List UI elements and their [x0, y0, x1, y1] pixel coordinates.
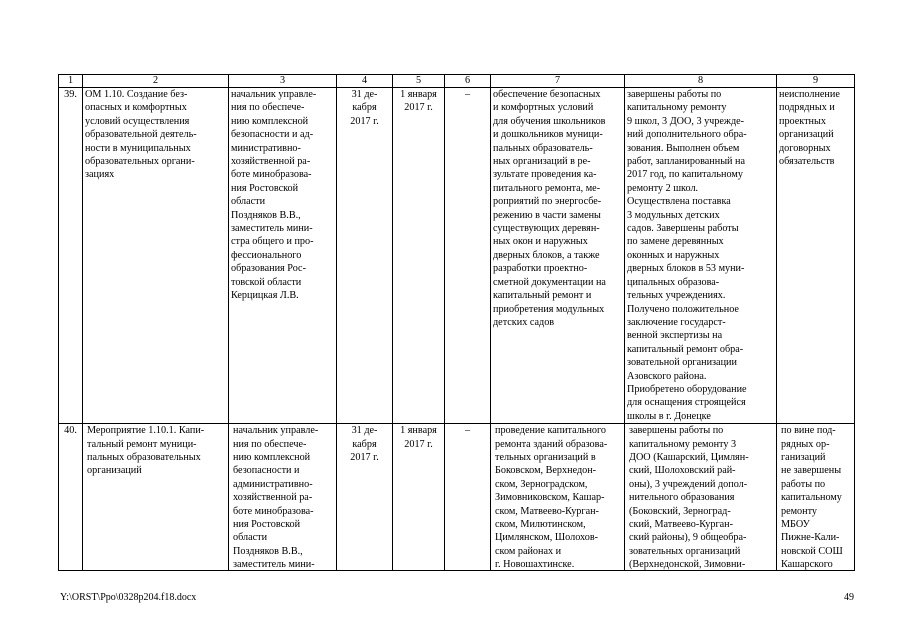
result-cell: проведение капитального ремонта зданий образова- тельных организаций в Боковском, Верхнедон- ском, Зерноградском, Зимовниковском, Кашар- ском, Матвеево-Курган- ском, Милютинском, Цимлянском, Шолохов- ском районах и г. Новошахтинске.: [495, 425, 608, 571]
report-table: [58, 74, 855, 571]
start-date-cell-wrap: [337, 424, 393, 571]
reasons-cell: по вине под- рядных ор- ганизаций не завершены работы по капитальному ремонту МБОУ Пижне-Кали- новской СОШ Кашарского: [781, 425, 843, 571]
measure-cell-wrap: [83, 424, 229, 571]
actual-result-cell: завершены работы по капитальному ремонту 9 школ, 3 ДОО, 3 учрежде- ний дополнительного обра- зования. Выполнен объем работ, запланированный на 2017 год, по капитальному ремонту 2 школ. Осуществлена поставка 3 модульных детских садов. Завершены работы по замене деревянных оконных и наружных дверных блоков в 53 муни- ципальных образова- тельных учреждениях. Получено положительное заключение государст- венной экспертизы на капитальный ремонт обра- зовательной организации Азовского района. Приобретено оборудование для оснащения строящейся школы в г. Донецке: [625, 88, 777, 424]
header-row: [59, 75, 855, 88]
header-cell-2: 2: [83, 75, 229, 88]
measure-cell: Мероприятие 1.10.1. Капи- тальный ремонт муници- пальных образовательных организаций: [87, 425, 205, 477]
end-date-cell-wrap: [393, 424, 445, 571]
col6-cell-wrap: [445, 424, 491, 571]
col6-cell: –: [445, 88, 491, 424]
row-number: 40.: [59, 424, 83, 571]
header-cell-1: 1: [59, 75, 83, 88]
end-date-cell: 1 января 2017 г.: [393, 88, 445, 424]
file-path: Y:\ORST\Ppo\0328p204.f18.docx: [60, 592, 197, 603]
header-cell-8: 8: [625, 75, 777, 88]
header-cell-3: 3: [229, 75, 337, 88]
responsible-cell: начальник управле- ния по обеспече- нию комплексной безопасности и административно- хозяйственной ра- боте минобразова- ния Ростовской области Поздняков В.В., заместитель мини-: [233, 425, 319, 571]
table-row: [59, 88, 855, 424]
end-date-cell: 1 января 2017 г.: [400, 425, 437, 450]
row-number: 39.: [59, 88, 83, 424]
page-number: 49: [844, 592, 854, 603]
responsible-cell-wrap: [229, 424, 337, 571]
result-cell-wrap: [491, 424, 625, 571]
header-cell-9: 9: [777, 75, 855, 88]
responsible-cell: начальник управле- ния по обеспече- нию комплексной безопасности и ад- министративно- хозяйственной ра- боте минобразова- ния Ростовской области Поздняков В.В., заместитель мини- стра общего и про- фессионального образования Рос- товской области Керцицкая Л.В.: [229, 88, 337, 424]
header-cell-7: 7: [491, 75, 625, 88]
col6-cell: –: [464, 425, 471, 437]
start-date-cell: 31 де- кабря 2017 г.: [350, 425, 379, 463]
header-cell-4: 4: [337, 75, 393, 88]
start-date-cell: 31 де- кабря 2017 г.: [337, 88, 393, 424]
result-cell: обеспечение безопасных и комфортных условий для обучения школьников и дошкольников муници- пальных образователь- ных организаций в ре- зультате проведения ка- питального ремонта, ме- роприятий по энергосбе- режению в части замены существующих деревян- ных окон и наружных дверных блоков, а также разработки проектно- сметной документации на капитальный ремонт и приобретения модульных детских садов: [491, 88, 625, 424]
header-cell-6: 6: [445, 75, 491, 88]
actual-result-cell: завершены работы по капитальному ремонту 3 ДОО (Кашарский, Цимлян- ский, Шолоховский рай- оны), 3 учреждений допол- нительного образования (Боковский, Зерноград- ский, Матвеево-Курган- ский районы), 9 общеобра- зовательных организаций (Верхнедонской, Зимовни-: [629, 425, 749, 571]
header-cell-5: 5: [393, 75, 445, 88]
actual-result-cell-wrap: [625, 424, 777, 571]
measure-cell: ОМ 1.10. Создание без- опасных и комфортных условий осуществления образовательной деятель- ности в муниципальных образовательных органи- зациях: [83, 88, 229, 424]
reasons-cell-wrap: [777, 424, 855, 571]
reasons-cell: неисполнение подрядных и проектных организаций договорных обязательств: [777, 88, 855, 424]
table-row: [59, 424, 855, 571]
